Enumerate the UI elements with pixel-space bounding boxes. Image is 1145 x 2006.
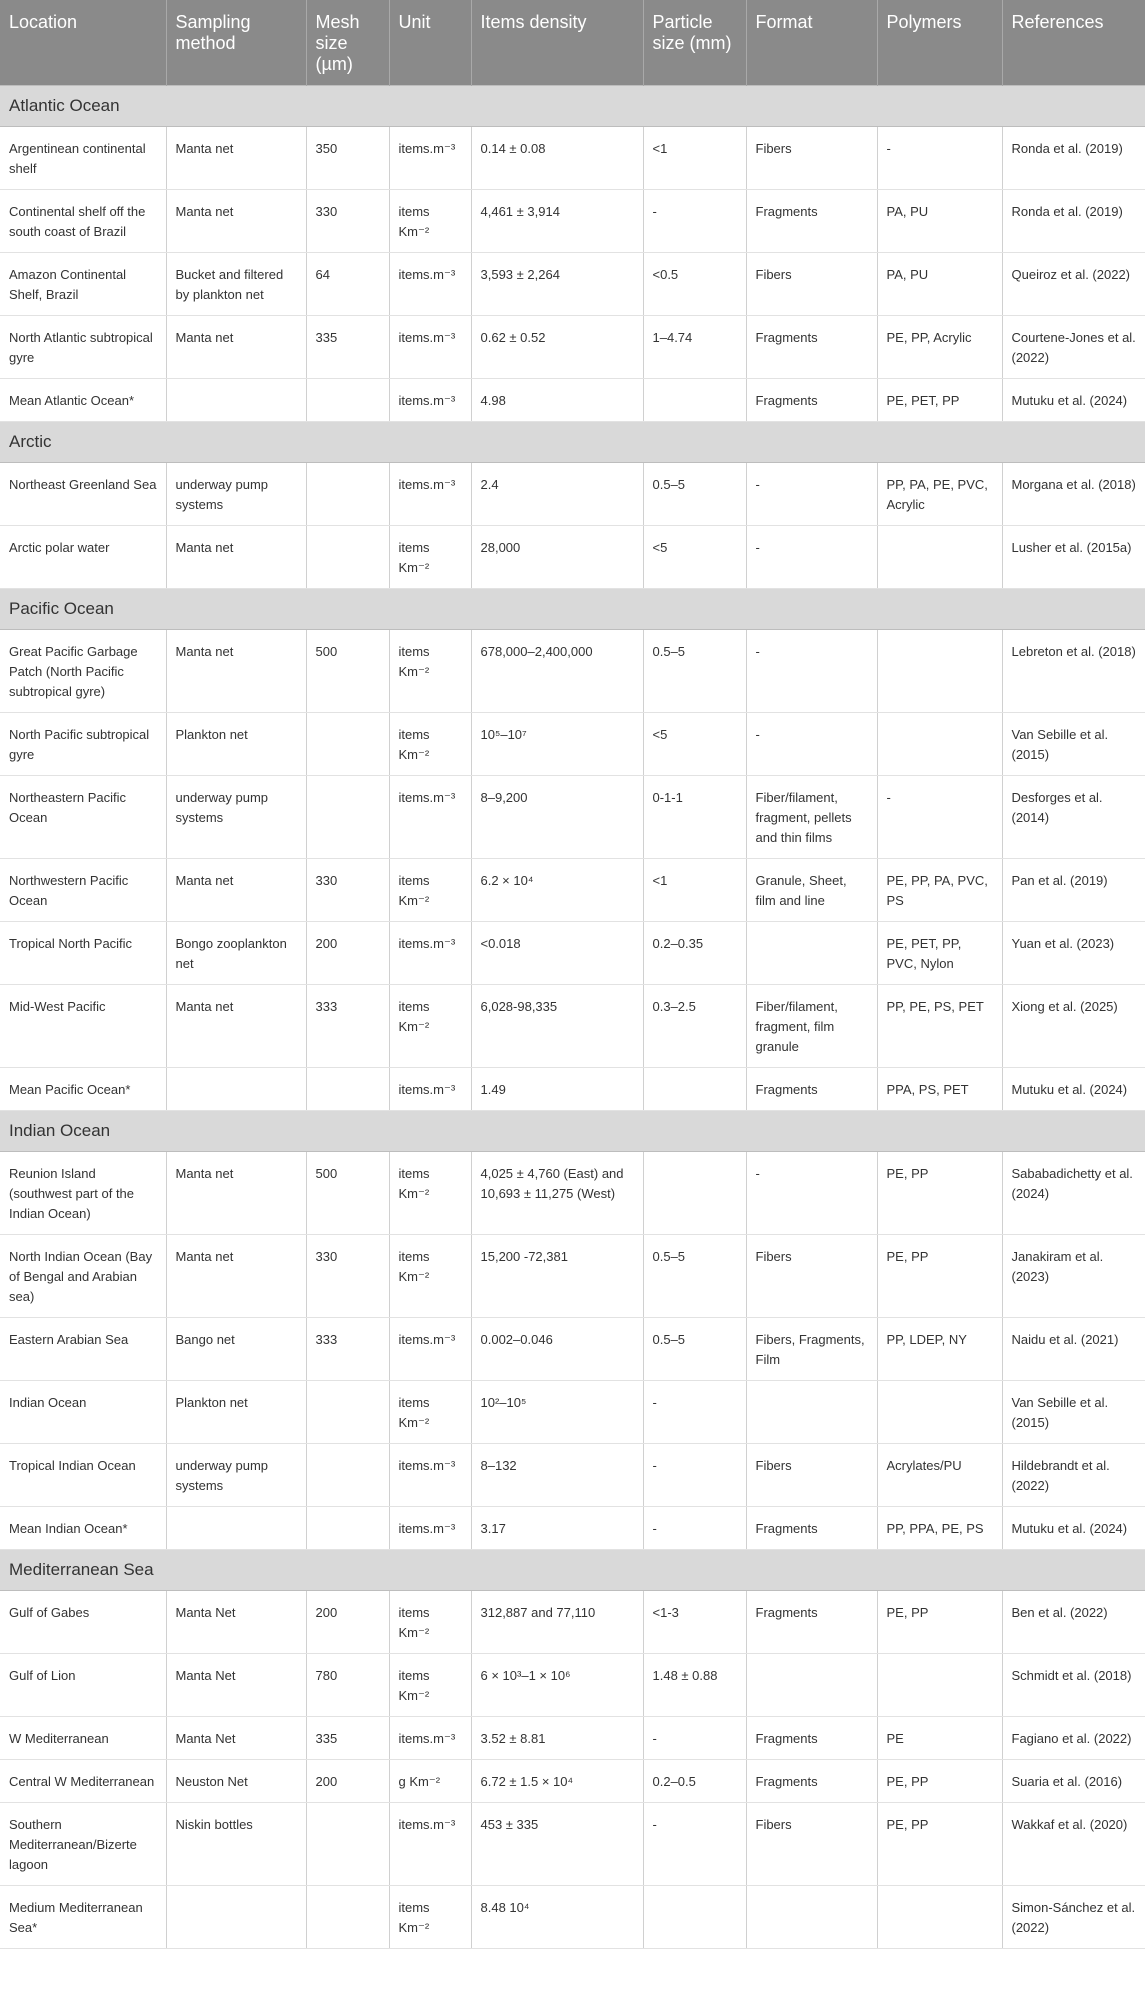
table-cell: g Km⁻² [389,1760,471,1803]
table-cell: Fibers [746,1803,877,1886]
table-cell: PP, LDEP, NY [877,1318,1002,1381]
table-cell: Morgana et al. (2018) [1002,463,1145,526]
table-cell: Fiber/filament, fragment, film granule [746,985,877,1068]
table-row [0,1591,1145,1654]
table-cell: Manta net [166,190,306,253]
table-cell: PE, PET, PP, PVC, Nylon [877,922,1002,985]
table-cell: Arctic polar water [0,526,166,589]
table-cell: Courtene-Jones et al. (2022) [1002,316,1145,379]
table-cell: Great Pacific Garbage Patch (North Pacific subtropical gyre) [0,630,166,713]
table-cell [643,1886,746,1949]
table-cell: PP, PPA, PE, PS [877,1507,1002,1550]
table-cell: 8–9,200 [471,776,643,859]
table-cell: Simon-Sánchez et al. (2022) [1002,1886,1145,1949]
table-row [0,1803,1145,1886]
table-row [0,1381,1145,1444]
section-title: Mediterranean Sea [0,1550,1145,1591]
table-cell: PE, PP, Acrylic [877,316,1002,379]
table-cell [643,379,746,422]
table-cell: Argentinean continental shelf [0,127,166,190]
table-cell: 64 [306,253,389,316]
table-cell: Northeast Greenland Sea [0,463,166,526]
table-cell: 15,200 -72,381 [471,1235,643,1318]
table-cell: Plankton net [166,1381,306,1444]
table-cell: - [643,1444,746,1507]
table-cell: items.m⁻³ [389,253,471,316]
table-cell [306,1444,389,1507]
table-cell: Ronda et al. (2019) [1002,190,1145,253]
table-cell: Bango net [166,1318,306,1381]
table-cell: Reunion Island (southwest part of the Indian Ocean) [0,1152,166,1235]
table-cell: 3.52 ± 8.81 [471,1717,643,1760]
table-cell: Janakiram et al. (2023) [1002,1235,1145,1318]
table-cell: North Indian Ocean (Bay of Bengal and Arabian sea) [0,1235,166,1318]
table-cell: 335 [306,316,389,379]
column-header: Sampling method [166,0,306,86]
table-cell: 1–4.74 [643,316,746,379]
table-cell: 6,028-98,335 [471,985,643,1068]
table-row [0,776,1145,859]
table-cell: Fragments [746,316,877,379]
table-cell: Mean Atlantic Ocean* [0,379,166,422]
table-cell [166,1507,306,1550]
table-cell: Manta net [166,630,306,713]
table-cell: Mutuku et al. (2024) [1002,1068,1145,1111]
table-cell: items Km⁻² [389,1235,471,1318]
table-cell: items.m⁻³ [389,1803,471,1886]
table-cell [877,1381,1002,1444]
table-cell: Bucket and filtered by plankton net [166,253,306,316]
table-cell: 0.5–5 [643,463,746,526]
table-row [0,1068,1145,1111]
table-cell: 0.5–5 [643,1318,746,1381]
table-row [0,127,1145,190]
table-row [0,190,1145,253]
table-cell: Acrylates/PU [877,1444,1002,1507]
table-cell: items.m⁻³ [389,1507,471,1550]
table-cell: Lusher et al. (2015a) [1002,526,1145,589]
table-cell: 0.5–5 [643,630,746,713]
table-cell: Northeastern Pacific Ocean [0,776,166,859]
table-cell [306,1886,389,1949]
table-cell: Manta net [166,526,306,589]
table-cell: - [746,630,877,713]
table-cell: <1 [643,127,746,190]
table-cell [746,922,877,985]
table-cell: <1-3 [643,1591,746,1654]
column-header: Polymers [877,0,1002,86]
table-cell: 4,025 ± 4,760 (East) and 10,693 ± 11,275 (West) [471,1152,643,1235]
table-cell: 0-1-1 [643,776,746,859]
table-cell: <5 [643,713,746,776]
table-cell: 8–132 [471,1444,643,1507]
table-row [0,316,1145,379]
table-cell: Fibers [746,253,877,316]
table-cell: Fragments [746,1717,877,1760]
table-cell: Tropical North Pacific [0,922,166,985]
table-cell: items Km⁻² [389,630,471,713]
table-cell: Manta Net [166,1591,306,1654]
table-cell: Manta net [166,985,306,1068]
table-cell: Manta net [166,127,306,190]
table-row [0,713,1145,776]
table-cell: Mean Indian Ocean* [0,1507,166,1550]
column-header: Unit [389,0,471,86]
table-cell [306,1507,389,1550]
table-row [0,379,1145,422]
table-cell: Manta net [166,859,306,922]
table-cell: Indian Ocean [0,1381,166,1444]
table-cell: - [746,713,877,776]
table-cell: Ben et al. (2022) [1002,1591,1145,1654]
table-cell: - [643,1717,746,1760]
table-cell: Wakkaf et al. (2020) [1002,1803,1145,1886]
table-cell: Manta net [166,1235,306,1318]
table-cell [746,1654,877,1717]
table-cell: items Km⁻² [389,190,471,253]
table-cell: Mutuku et al. (2024) [1002,379,1145,422]
table-cell: 780 [306,1654,389,1717]
table-cell: North Atlantic subtropical gyre [0,316,166,379]
table-cell [746,1886,877,1949]
table-cell: Bongo zooplankton net [166,922,306,985]
section-row [0,589,1145,630]
table-cell: 333 [306,985,389,1068]
table-cell: 3,593 ± 2,264 [471,253,643,316]
table-cell: items.m⁻³ [389,379,471,422]
table-row [0,630,1145,713]
table-cell: items Km⁻² [389,1654,471,1717]
table-cell: items Km⁻² [389,526,471,589]
table-row [0,1235,1145,1318]
table-cell: 200 [306,1591,389,1654]
table-cell: Neuston Net [166,1760,306,1803]
table-cell: - [746,526,877,589]
table-cell: Manta Net [166,1654,306,1717]
table-cell: Fibers [746,1444,877,1507]
table-row [0,985,1145,1068]
table-cell: PP, PA, PE, PVC, Acrylic [877,463,1002,526]
table-cell: 0.3–2.5 [643,985,746,1068]
table-cell: 200 [306,922,389,985]
table-cell: 6.72 ± 1.5 × 10⁴ [471,1760,643,1803]
table-cell [877,713,1002,776]
table-cell [877,526,1002,589]
table-cell: 200 [306,1760,389,1803]
table-cell [166,1068,306,1111]
table-cell: - [643,1381,746,1444]
table-cell [877,630,1002,713]
table-cell: <0.018 [471,922,643,985]
table-cell: items.m⁻³ [389,1444,471,1507]
table-cell: North Pacific subtropical gyre [0,713,166,776]
table-cell: Plankton net [166,713,306,776]
table-cell: PP, PE, PS, PET [877,985,1002,1068]
table-cell: 10²–10⁵ [471,1381,643,1444]
table-header [0,0,1145,86]
table-row [0,526,1145,589]
table-cell: underway pump systems [166,776,306,859]
table-cell: 2.4 [471,463,643,526]
table-cell: 0.2–0.35 [643,922,746,985]
table-cell: - [643,1507,746,1550]
table-cell: items Km⁻² [389,713,471,776]
table-cell: Amazon Continental Shelf, Brazil [0,253,166,316]
table-cell [877,1654,1002,1717]
table-cell: Xiong et al. (2025) [1002,985,1145,1068]
table-cell: Desforges et al. (2014) [1002,776,1145,859]
table-cell: items Km⁻² [389,1381,471,1444]
table-cell: Yuan et al. (2023) [1002,922,1145,985]
table-body [0,86,1145,1949]
table-cell: Fagiano et al. (2022) [1002,1717,1145,1760]
table-cell: <0.5 [643,253,746,316]
section-row [0,1550,1145,1591]
table-cell: 3.17 [471,1507,643,1550]
table-cell: 350 [306,127,389,190]
table-cell: Manta net [166,316,306,379]
table-cell: 1.48 ± 0.88 [643,1654,746,1717]
table-cell: PE, PP, PA, PVC, PS [877,859,1002,922]
table-cell: <1 [643,859,746,922]
table-cell: Van Sebille et al. (2015) [1002,713,1145,776]
table-cell: Fragments [746,1507,877,1550]
table-cell [746,1381,877,1444]
table-cell: 500 [306,630,389,713]
table-row [0,1886,1145,1949]
table-cell [306,463,389,526]
table-cell: underway pump systems [166,463,306,526]
table-row [0,922,1145,985]
table-cell: Gulf of Gabes [0,1591,166,1654]
table-row [0,1507,1145,1550]
column-header: Particle size (mm) [643,0,746,86]
table-cell: PA, PU [877,253,1002,316]
table-cell: Medium Mediterranean Sea* [0,1886,166,1949]
table-cell: 0.002–0.046 [471,1318,643,1381]
table-row [0,1654,1145,1717]
column-header: Location [0,0,166,86]
table-cell: - [643,190,746,253]
table-cell: 4.98 [471,379,643,422]
table-cell: items.m⁻³ [389,1318,471,1381]
table-cell: - [877,127,1002,190]
table-cell: 0.14 ± 0.08 [471,127,643,190]
table-cell: Southern Mediterranean/Bizerte lagoon [0,1803,166,1886]
table-cell: 500 [306,1152,389,1235]
table-cell: items Km⁻² [389,1591,471,1654]
table-cell: 330 [306,1235,389,1318]
table-cell: items Km⁻² [389,985,471,1068]
table-cell: 453 ± 335 [471,1803,643,1886]
table-cell: 6.2 × 10⁴ [471,859,643,922]
table-cell: items Km⁻² [389,1152,471,1235]
table-cell: Niskin bottles [166,1803,306,1886]
table-cell: 335 [306,1717,389,1760]
table-cell: - [643,1803,746,1886]
table-cell: 330 [306,859,389,922]
table-cell: W Mediterranean [0,1717,166,1760]
table-row [0,1152,1145,1235]
table-cell: Fragments [746,1760,877,1803]
table-cell: PA, PU [877,190,1002,253]
table-cell: items.m⁻³ [389,922,471,985]
table-cell: 1.49 [471,1068,643,1111]
table-cell [643,1152,746,1235]
column-header: Items density [471,0,643,86]
table-cell: Mutuku et al. (2024) [1002,1507,1145,1550]
table-cell: PE, PP [877,1760,1002,1803]
table-cell: Manta net [166,1152,306,1235]
table-cell: Fragments [746,379,877,422]
table-row [0,1760,1145,1803]
table-cell [877,1886,1002,1949]
section-title: Pacific Ocean [0,589,1145,630]
table-cell [643,1068,746,1111]
table-cell: Manta Net [166,1717,306,1760]
table-cell: Granule, Sheet, film and line [746,859,877,922]
table-cell: PE, PP [877,1152,1002,1235]
table-cell: PPA, PS, PET [877,1068,1002,1111]
table-cell: PE, PP [877,1803,1002,1886]
section-title: Arctic [0,422,1145,463]
table-cell: Naidu et al. (2021) [1002,1318,1145,1381]
table-row [0,1318,1145,1381]
table-cell: 678,000–2,400,000 [471,630,643,713]
table-cell: items.m⁻³ [389,463,471,526]
section-title: Atlantic Ocean [0,86,1145,127]
table-cell: Mean Pacific Ocean* [0,1068,166,1111]
table-cell: <5 [643,526,746,589]
section-row [0,86,1145,127]
table-cell: Mid-West Pacific [0,985,166,1068]
table-cell [166,379,306,422]
table-cell: items.m⁻³ [389,776,471,859]
column-header: Mesh size (µm) [306,0,389,86]
table-cell: Lebreton et al. (2018) [1002,630,1145,713]
table-cell: Fiber/filament, fragment, pellets and thin films [746,776,877,859]
section-row [0,1111,1145,1152]
table-cell: Gulf of Lion [0,1654,166,1717]
table-cell: 10⁵–10⁷ [471,713,643,776]
table-cell [306,1068,389,1111]
table-cell: - [746,463,877,526]
table-row [0,253,1145,316]
table-cell: Fragments [746,1068,877,1111]
table-cell: items Km⁻² [389,1886,471,1949]
table-cell: Hildebrandt et al. (2022) [1002,1444,1145,1507]
table-cell: 0.5–5 [643,1235,746,1318]
table-cell: Northwestern Pacific Ocean [0,859,166,922]
table-cell: underway pump systems [166,1444,306,1507]
table-cell: Fibers [746,127,877,190]
table-cell [306,526,389,589]
table-cell: Central W Mediterranean [0,1760,166,1803]
table-cell [306,1803,389,1886]
table-cell: PE, PET, PP [877,379,1002,422]
table-cell: - [746,1152,877,1235]
table-cell: Fibers [746,1235,877,1318]
table-cell: items.m⁻³ [389,1717,471,1760]
table-cell [306,776,389,859]
table-cell: Pan et al. (2019) [1002,859,1145,922]
table-cell: 0.62 ± 0.52 [471,316,643,379]
table-cell: Schmidt et al. (2018) [1002,1654,1145,1717]
table-cell: Van Sebille et al. (2015) [1002,1381,1145,1444]
table-row [0,859,1145,922]
column-header: References [1002,0,1145,86]
table-cell [306,379,389,422]
table-row [0,463,1145,526]
table-cell: Fragments [746,1591,877,1654]
table-cell: 333 [306,1318,389,1381]
table-cell: 28,000 [471,526,643,589]
table-cell: 330 [306,190,389,253]
table-cell [306,713,389,776]
section-title: Indian Ocean [0,1111,1145,1152]
table-cell: PE, PP [877,1591,1002,1654]
table-row [0,1717,1145,1760]
table-cell: - [877,776,1002,859]
table-cell: 312,887 and 77,110 [471,1591,643,1654]
table-cell: Sababadichetty et al. (2024) [1002,1152,1145,1235]
table-cell [306,1381,389,1444]
table-cell: PE [877,1717,1002,1760]
table-cell: Eastern Arabian Sea [0,1318,166,1381]
table-cell [166,1886,306,1949]
table-cell: 8.48 10⁴ [471,1886,643,1949]
table-cell: items.m⁻³ [389,316,471,379]
table-cell: items.m⁻³ [389,127,471,190]
table-cell: items.m⁻³ [389,1068,471,1111]
table-cell: Queiroz et al. (2022) [1002,253,1145,316]
table-cell: Continental shelf off the south coast of Brazil [0,190,166,253]
table-cell: Tropical Indian Ocean [0,1444,166,1507]
column-header: Format [746,0,877,86]
table-cell: Ronda et al. (2019) [1002,127,1145,190]
table-cell: Fibers, Fragments, Film [746,1318,877,1381]
table-cell: Fragments [746,190,877,253]
table-cell: 6 × 10³–1 × 10⁶ [471,1654,643,1717]
header-row [0,0,1145,86]
table-cell: items Km⁻² [389,859,471,922]
table-cell: PE, PP [877,1235,1002,1318]
table-row [0,1444,1145,1507]
section-row [0,422,1145,463]
table-cell: 0.2–0.5 [643,1760,746,1803]
table-cell: 4,461 ± 3,914 [471,190,643,253]
table-cell: Suaria et al. (2016) [1002,1760,1145,1803]
